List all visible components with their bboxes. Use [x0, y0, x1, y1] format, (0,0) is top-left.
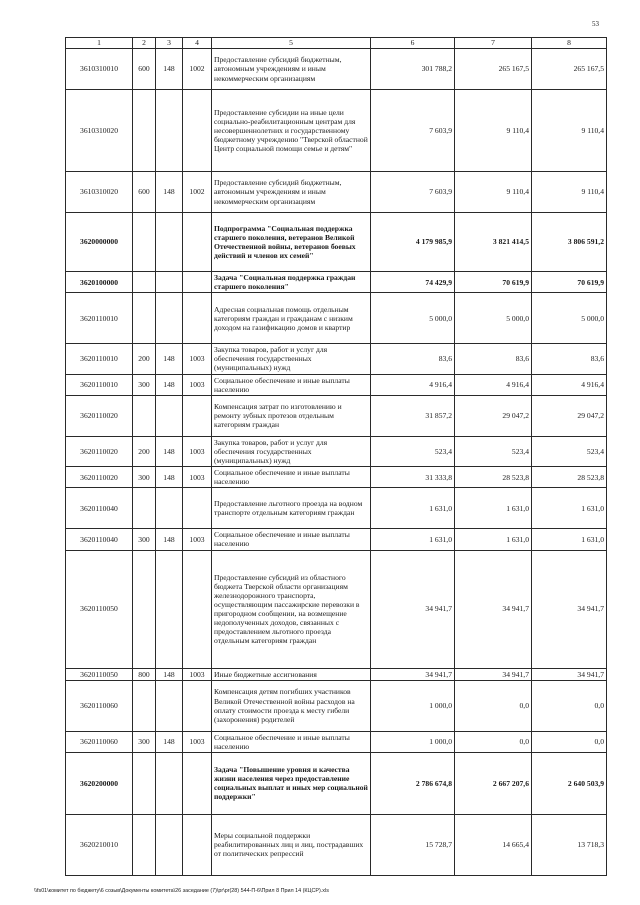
section-code-cell: 1003	[183, 731, 212, 752]
kcsr-code-cell: 3620110020	[66, 395, 133, 436]
vr-code-cell: 800	[133, 668, 156, 680]
amount-cell: 2 786 674,8	[371, 752, 455, 814]
amount-cell: 5 000,0	[532, 293, 607, 344]
column-header: 8	[532, 38, 607, 49]
description-cell: Закупка товаров, работ и услуг для обеспечения государственных (муниципальных) нужд	[212, 344, 371, 374]
amount-cell: 3 821 414,5	[455, 213, 532, 272]
amount-cell: 83,6	[532, 344, 607, 374]
kcsr-code-cell: 3620110060	[66, 680, 133, 731]
vr-code-cell	[133, 550, 156, 668]
table-row	[66, 90, 607, 172]
description-cell: Предоставление льготного проезда на водном транспорте отдельным категориям граждан	[212, 488, 371, 529]
amount-cell: 34 941,7	[371, 550, 455, 668]
vr-code-cell: 200	[133, 344, 156, 374]
column-header: 6	[371, 38, 455, 49]
column-header: 1	[66, 38, 133, 49]
vr-code-cell	[133, 90, 156, 172]
gr-code-cell: 148	[156, 344, 183, 374]
amount-cell: 9 110,4	[455, 172, 532, 213]
amount-cell: 31 333,8	[371, 467, 455, 488]
amount-cell: 4 179 985,9	[371, 213, 455, 272]
amount-cell: 7 603,9	[371, 90, 455, 172]
kcsr-code-cell: 3610310010	[66, 49, 133, 90]
description-cell: Социальное обеспечение и иные выплаты населению	[212, 467, 371, 488]
section-code-cell: 1003	[183, 668, 212, 680]
table-row	[66, 680, 607, 731]
vr-code-cell: 300	[133, 529, 156, 550]
description-cell: Предоставление субсидий из областного бюджета Тверской области организациям железнодорожного транспорта, осуществляющим пассажирские перевозки в пригородном сообщении, на возмещение недополученных доходов, связанных с предоставлением льготного проезда отдельным категориям граждан	[212, 550, 371, 668]
vr-code-cell: 600	[133, 49, 156, 90]
description-cell: Компенсация затрат по изготовлению и ремонту зубных протезов отдельным категориям граждан	[212, 395, 371, 436]
section-code-cell	[183, 550, 212, 668]
description-cell: Адресная социальная помощь отдельным категориям граждан и гражданам с низким доходом на газификацию домов и квартир	[212, 293, 371, 344]
section-code-cell	[183, 680, 212, 731]
amount-cell: 0,0	[532, 731, 607, 752]
kcsr-code-cell: 3620110050	[66, 550, 133, 668]
amount-cell: 28 523,8	[532, 467, 607, 488]
description-cell: Задача "Социальная поддержка граждан старшего поколения"	[212, 272, 371, 293]
amount-cell: 1 000,0	[371, 680, 455, 731]
section-code-cell: 1003	[183, 374, 212, 395]
table-row	[66, 213, 607, 272]
kcsr-code-cell: 3620110020	[66, 467, 133, 488]
amount-cell: 74 429,9	[371, 272, 455, 293]
amount-cell: 523,4	[532, 436, 607, 466]
description-cell: Меры социальной поддержки реабилитированных лиц и лиц, пострадавших от политических репрессий	[212, 814, 371, 875]
amount-cell: 0,0	[455, 731, 532, 752]
amount-cell: 29 047,2	[455, 395, 532, 436]
kcsr-code-cell: 3620110040	[66, 488, 133, 529]
section-code-cell: 1003	[183, 436, 212, 466]
table-row	[66, 344, 607, 374]
column-header: 3	[156, 38, 183, 49]
kcsr-code-cell: 3620210010	[66, 814, 133, 875]
amount-cell: 14 665,4	[455, 814, 532, 875]
description-cell: Подпрограмма "Социальная поддержка старшего поколения, ветеранов Великой Отечественной войны, ветеранов боевых действий и членов их семей"	[212, 213, 371, 272]
gr-code-cell: 148	[156, 49, 183, 90]
table-row	[66, 731, 607, 752]
column-header: 2	[133, 38, 156, 49]
amount-cell: 265 167,5	[532, 49, 607, 90]
vr-code-cell	[133, 293, 156, 344]
description-cell: Социальное обеспечение и иные выплаты населению	[212, 529, 371, 550]
amount-cell: 1 631,0	[532, 488, 607, 529]
vr-code-cell	[133, 213, 156, 272]
description-cell: Компенсация детям погибших участников Великой Отечественной войны расходов на оплату стоимости проезда к месту гибели (захоронения) родителей	[212, 680, 371, 731]
gr-code-cell	[156, 488, 183, 529]
table-row	[66, 49, 607, 90]
amount-cell: 265 167,5	[455, 49, 532, 90]
amount-cell: 523,4	[371, 436, 455, 466]
amount-cell: 28 523,8	[455, 467, 532, 488]
kcsr-code-cell: 3620100000	[66, 272, 133, 293]
footer-file-path: \\fs01\комитет по бюджету\6 созыв\Документы комитета\26 заседание (7)\pr\pr(28) 544-П-6\Прил 8 Прил 14 (КЦСР).xls	[34, 888, 329, 894]
amount-cell: 4 916,4	[532, 374, 607, 395]
amount-cell: 523,4	[455, 436, 532, 466]
kcsr-code-cell: 3610310020	[66, 90, 133, 172]
section-code-cell	[183, 752, 212, 814]
description-cell: Задача "Повышение уровня и качества жизни населения через предоставление социальных выплат и иных мер социальной поддержки"	[212, 752, 371, 814]
table-row	[66, 467, 607, 488]
amount-cell: 13 718,3	[532, 814, 607, 875]
section-code-cell: 1003	[183, 467, 212, 488]
section-code-cell: 1003	[183, 529, 212, 550]
kcsr-code-cell: 3620200000	[66, 752, 133, 814]
vr-code-cell: 200	[133, 436, 156, 466]
amount-cell: 5 000,0	[371, 293, 455, 344]
section-code-cell	[183, 395, 212, 436]
amount-cell: 0,0	[532, 680, 607, 731]
amount-cell: 31 857,2	[371, 395, 455, 436]
vr-code-cell	[133, 395, 156, 436]
description-cell: Закупка товаров, работ и услуг для обеспечения государственных (муниципальных) нужд	[212, 436, 371, 466]
amount-cell: 29 047,2	[532, 395, 607, 436]
table-row	[66, 395, 607, 436]
description-cell: Социальное обеспечение и иные выплаты населению	[212, 374, 371, 395]
vr-code-cell	[133, 752, 156, 814]
gr-code-cell	[156, 272, 183, 293]
gr-code-cell: 148	[156, 374, 183, 395]
table-row	[66, 668, 607, 680]
amount-cell: 70 619,9	[532, 272, 607, 293]
gr-code-cell	[156, 213, 183, 272]
amount-cell: 9 110,4	[455, 90, 532, 172]
amount-cell: 70 619,9	[455, 272, 532, 293]
amount-cell: 301 788,2	[371, 49, 455, 90]
amount-cell: 34 941,7	[455, 668, 532, 680]
amount-cell: 9 110,4	[532, 90, 607, 172]
amount-cell: 0,0	[455, 680, 532, 731]
description-cell: Социальное обеспечение и иные выплаты населению	[212, 731, 371, 752]
amount-cell: 1 631,0	[532, 529, 607, 550]
kcsr-code-cell: 3620110060	[66, 731, 133, 752]
kcsr-code-cell: 3610310020	[66, 172, 133, 213]
kcsr-code-cell: 3620110050	[66, 668, 133, 680]
kcsr-code-cell: 3620000000	[66, 213, 133, 272]
table-row	[66, 272, 607, 293]
amount-cell: 83,6	[455, 344, 532, 374]
amount-cell: 4 916,4	[371, 374, 455, 395]
amount-cell: 2 667 207,6	[455, 752, 532, 814]
section-code-cell	[183, 488, 212, 529]
vr-code-cell	[133, 680, 156, 731]
section-code-cell	[183, 213, 212, 272]
description-cell: Иные бюджетные ассигнования	[212, 668, 371, 680]
column-header: 4	[183, 38, 212, 49]
amount-cell: 34 941,7	[371, 668, 455, 680]
description-cell: Предоставление субсидии на иные цели социально-реабилитационным центрам для несовершеннолетних и государственному бюджетному учреждению "Тверской областной Центр социальной помощи семье и детям"	[212, 90, 371, 172]
table-row	[66, 436, 607, 466]
section-code-cell	[183, 272, 212, 293]
gr-code-cell	[156, 550, 183, 668]
table-body	[66, 49, 607, 876]
amount-cell: 7 603,9	[371, 172, 455, 213]
gr-code-cell	[156, 814, 183, 875]
table-row	[66, 752, 607, 814]
table-row	[66, 172, 607, 213]
kcsr-code-cell: 3620110020	[66, 436, 133, 466]
gr-code-cell	[156, 680, 183, 731]
section-code-cell: 1002	[183, 172, 212, 213]
gr-code-cell	[156, 395, 183, 436]
gr-code-cell	[156, 752, 183, 814]
section-code-cell	[183, 814, 212, 875]
table-row	[66, 488, 607, 529]
amount-cell: 2 640 503,9	[532, 752, 607, 814]
vr-code-cell	[133, 814, 156, 875]
vr-code-cell	[133, 488, 156, 529]
gr-code-cell: 148	[156, 529, 183, 550]
amount-cell: 83,6	[371, 344, 455, 374]
amount-cell: 15 728,7	[371, 814, 455, 875]
budget-table	[65, 37, 607, 876]
section-code-cell	[183, 90, 212, 172]
amount-cell: 9 110,4	[532, 172, 607, 213]
gr-code-cell: 148	[156, 731, 183, 752]
gr-code-cell	[156, 293, 183, 344]
amount-cell: 1 631,0	[371, 529, 455, 550]
vr-code-cell: 600	[133, 172, 156, 213]
table-row	[66, 374, 607, 395]
amount-cell: 34 941,7	[532, 550, 607, 668]
page-number: 53	[592, 20, 599, 28]
section-code-cell: 1003	[183, 344, 212, 374]
amount-cell: 4 916,4	[455, 374, 532, 395]
amount-cell: 1 631,0	[455, 488, 532, 529]
description-cell: Предоставление субсидий бюджетным, автономным учреждениям и иным некоммерческим организациям	[212, 49, 371, 90]
kcsr-code-cell: 3620110040	[66, 529, 133, 550]
amount-cell: 1 000,0	[371, 731, 455, 752]
description-cell: Предоставление субсидий бюджетным, автономным учреждениям и иным некоммерческим организациям	[212, 172, 371, 213]
gr-code-cell	[156, 90, 183, 172]
amount-cell: 1 631,0	[371, 488, 455, 529]
column-header: 5	[212, 38, 371, 49]
table-row	[66, 529, 607, 550]
gr-code-cell: 148	[156, 436, 183, 466]
gr-code-cell: 148	[156, 467, 183, 488]
amount-cell: 34 941,7	[532, 668, 607, 680]
table-row	[66, 293, 607, 344]
amount-cell: 1 631,0	[455, 529, 532, 550]
vr-code-cell: 300	[133, 374, 156, 395]
vr-code-cell: 300	[133, 731, 156, 752]
amount-cell: 5 000,0	[455, 293, 532, 344]
section-code-cell: 1002	[183, 49, 212, 90]
table-row	[66, 814, 607, 875]
kcsr-code-cell: 3620110010	[66, 374, 133, 395]
amount-cell: 34 941,7	[455, 550, 532, 668]
header-row	[66, 38, 607, 49]
column-header: 7	[455, 38, 532, 49]
section-code-cell	[183, 293, 212, 344]
kcsr-code-cell: 3620110010	[66, 293, 133, 344]
gr-code-cell: 148	[156, 668, 183, 680]
table-row	[66, 550, 607, 668]
vr-code-cell	[133, 272, 156, 293]
vr-code-cell: 300	[133, 467, 156, 488]
kcsr-code-cell: 3620110010	[66, 344, 133, 374]
amount-cell: 3 806 591,2	[532, 213, 607, 272]
gr-code-cell: 148	[156, 172, 183, 213]
